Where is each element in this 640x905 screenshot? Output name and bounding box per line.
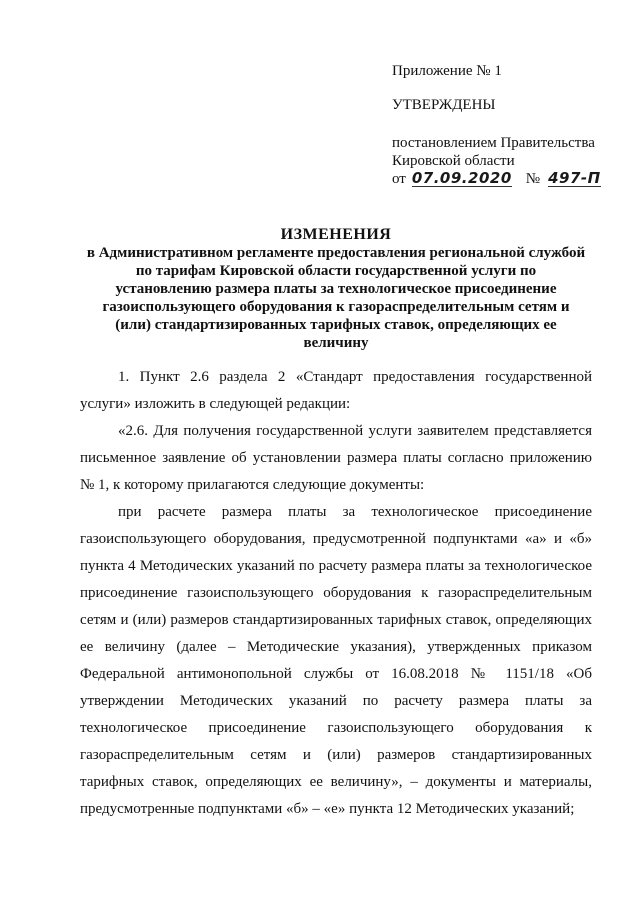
paragraph: при расчете размера платы за технологическое присоединение газоиспользующего оборудования, предусмотренной подпунктами «а» и «б» пункта 4 Методических указаний по расчету размера платы за технологическое присоединение газоиспользующего оборудования к газораспределительным сетям и (или) размеров стандартизированных тарифных ставок, определяющих ее величину (далее – Методические указания), утвержденных приказом Федеральной антимонопольной службы от 16.08.2018 № 1151/18 «Об утверждении Методических указаний по расчету размера платы за технологическое присоединение газоиспользующего оборудования к газораспределительным сетям и (или) размеров стандартизированных тарифных ставок, определяющих ее величину», – документы и материалы, предусмотренные подпунктами «б» – «е» пункта 12 Методических указаний; <box>80 504 592 817</box>
document-body <box>80 364 592 823</box>
number-label: № <box>525 171 541 187</box>
from-label: от <box>392 171 406 187</box>
title-heading: ИЗМЕНЕНИЯ <box>280 226 392 243</box>
title-line: в Административном регламенте предоставления региональной службой <box>86 245 586 261</box>
decree-date-number <box>392 170 632 188</box>
handwritten-date: 07.09.2020 <box>411 169 512 187</box>
decree-line-2: Кировской области <box>392 153 515 169</box>
title-line: установлению размера платы за технологическое присоединение <box>115 281 557 297</box>
title-line: (или) стандартизированных тарифных ставок, определяющих ее <box>115 317 557 333</box>
paragraph: «2.6. Для получения государственной услуги заявителем представляется письменное заявление об установлении размера платы согласно приложению № 1, к которому прилагаются следующие документы: <box>80 423 592 493</box>
appendix-label: Приложение № 1 <box>392 63 502 79</box>
paragraph: 1. Пункт 2.6 раздела 2 «Стандарт предоставления государственной услуги» изложить в следующей редакции: <box>80 369 592 412</box>
approved-label: УТВЕРЖДЕНЫ <box>392 97 496 113</box>
decree-line-1: постановлением Правительства <box>392 135 595 151</box>
title-line: величину <box>303 335 369 351</box>
document-title <box>80 226 592 352</box>
title-line: газоиспользующего оборудования к газораспределительным сетям и <box>102 299 570 315</box>
handwritten-number: 497-П <box>548 169 601 187</box>
approval-header <box>392 62 632 188</box>
title-line: по тарифам Кировской области государственной услуги по <box>135 263 537 279</box>
